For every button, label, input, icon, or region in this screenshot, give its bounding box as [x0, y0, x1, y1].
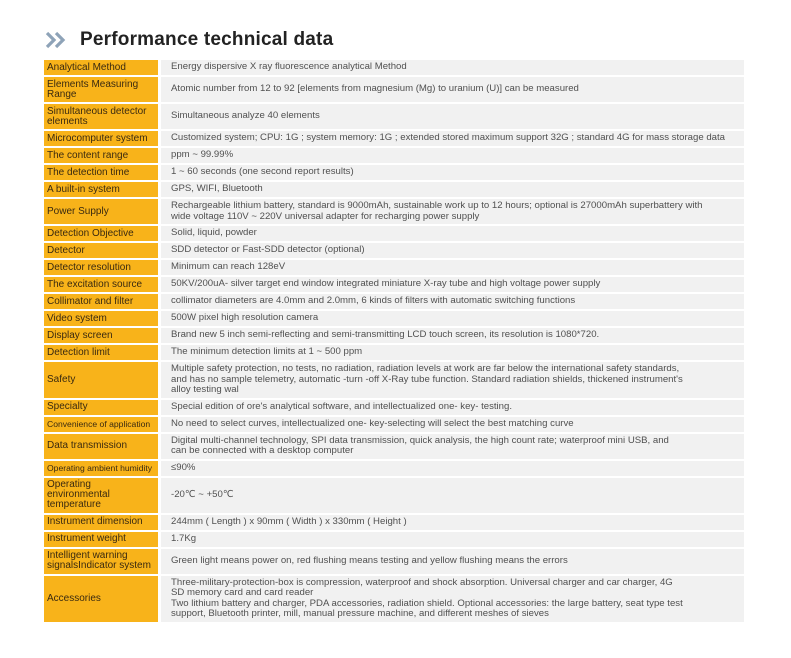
spec-label: Accessories — [44, 576, 158, 622]
spec-value-line: 244mm ( Length ) x 90mm ( Width ) x 330mm ( Height ) — [171, 515, 407, 527]
spec-row — [44, 60, 744, 75]
spec-label: Video system — [44, 311, 158, 326]
spec-value-line: Rechargeable lithium battery, standard is 9000mAh, sustainable work up to 12 hours; optional is 27000mAh superbattery with — [171, 200, 703, 211]
spec-value-line: Digital multi-channel technology, SPI data transmission, quick analysis, the high count rate; waterproof mini USB, and — [171, 434, 669, 446]
spec-value-line: 1 ~ 60 seconds (one second report results) — [171, 166, 354, 178]
spec-label: Detector — [44, 243, 158, 258]
spec-row — [44, 199, 744, 224]
spec-value-line: ≤90% — [171, 461, 196, 473]
spec-value — [161, 478, 744, 513]
spec-row — [44, 243, 744, 258]
spec-row — [44, 515, 744, 530]
spec-value — [161, 434, 744, 459]
spec-value-line: Brand new 5 inch semi-reflecting and semi-transmitting LCD touch screen, its resolution is 1080*720. — [171, 329, 600, 341]
spec-value-line: GPS, WIFI, Bluetooth — [171, 183, 263, 195]
spec-value-line: Special edition of ore's analytical software, and intellectualized one- key- testing. — [171, 400, 512, 412]
spec-value-line: Energy dispersive X ray fluorescence analytical Method — [171, 61, 407, 73]
spec-value — [161, 277, 744, 292]
spec-value — [161, 226, 744, 241]
spec-row — [44, 165, 744, 180]
spec-value-line: Customized system; CPU: 1G ; system memory: 1G ; extended stored maximum support 32G ; standard 4G for mass storage data — [171, 132, 725, 144]
spec-value-line: No need to select curves, intellectualized one- key-selecting will select the best matching curve — [171, 417, 574, 429]
spec-label: Data transmission — [44, 434, 158, 459]
spec-value-line: support, Bluetooth printer, mill, manual pressure machine, and different meshes of sieves — [171, 608, 549, 619]
spec-label: Safety — [44, 362, 158, 398]
spec-label: Detection Objective — [44, 226, 158, 241]
spec-value-line: ppm ~ 99.99% — [171, 149, 234, 161]
spec-label: The detection time — [44, 165, 158, 180]
page-title: Performance technical data — [80, 29, 334, 50]
spec-value-line: SDD detector or Fast-SDD detector (optional) — [171, 244, 365, 256]
spec-value-line: Minimum can reach 128eV — [171, 261, 286, 273]
spec-value — [161, 311, 744, 326]
spec-label: Instrument dimension — [44, 515, 158, 530]
spec-row — [44, 226, 744, 241]
spec-value-line: The minimum detection limits at 1 ~ 500 ppm — [171, 346, 363, 358]
spec-label: Display screen — [44, 328, 158, 343]
spec-value-line: Three-military-protection-box is compression, waterproof and shock absorption. Universal charger and car charger, 4G — [171, 576, 673, 588]
spec-label: Detector resolution — [44, 260, 158, 275]
spec-value-line: 1.7Kg — [171, 532, 197, 544]
spec-label: Collimator and filter — [44, 294, 158, 309]
spec-label: Detection limit — [44, 345, 158, 360]
page-header — [44, 26, 333, 54]
spec-label: Simultaneous detector elements — [44, 104, 158, 129]
spec-row — [44, 131, 744, 146]
spec-value — [161, 345, 744, 360]
spec-row — [44, 77, 744, 102]
spec-value — [161, 362, 744, 398]
spec-label: Analytical Method — [44, 60, 158, 75]
spec-row — [44, 277, 744, 292]
spec-value-line: Solid, liquid, powder — [171, 227, 257, 239]
spec-value — [161, 294, 744, 309]
spec-label: Operating ambient humidity — [44, 461, 158, 476]
spec-row — [44, 182, 744, 197]
spec-row — [44, 362, 744, 398]
spec-value — [161, 131, 744, 146]
spec-value-line: can be connected with a desktop computer — [171, 445, 354, 456]
spec-value-line: Simultaneous analyze 40 elements — [171, 110, 320, 122]
spec-row — [44, 576, 744, 622]
spec-row — [44, 478, 744, 513]
spec-value-line: and has no sample telemetry, automatic -turn -off X-Ray tube function. Standard radiation shields, thickened instrument's — [171, 373, 683, 385]
spec-value-line: Green light means power on, red flushing means testing and yellow flushing means the errors — [171, 554, 568, 566]
spec-row — [44, 532, 744, 547]
spec-label: Instrument weight — [44, 532, 158, 547]
spec-label: A built-in system — [44, 182, 158, 197]
spec-value-line: wide voltage 110V ~ 220V universal adapter for recharging power supply — [171, 210, 480, 222]
spec-value — [161, 515, 744, 530]
spec-value-line: SD memory card and card reader — [171, 587, 314, 598]
spec-row — [44, 148, 744, 163]
spec-value — [161, 328, 744, 343]
spec-value-line: Multiple safety protection, no tests, no radiation, radiation levels at work are far below the international safety standards, — [171, 363, 680, 374]
spec-row — [44, 345, 744, 360]
spec-value-line: Atomic number from 12 to 92 [elements from magnesium (Mg) to uranium (U)] can be measured — [171, 83, 579, 95]
spec-label: Elements Measuring Range — [44, 77, 158, 102]
spec-row — [44, 294, 744, 309]
spec-value-line: Two lithium battery and charger, PDA accessories, radiation shield. Optional accessories: the large battery, seat type test — [171, 597, 683, 609]
spec-row — [44, 549, 744, 574]
spec-label: Intelligent warning signalsIndicator system — [44, 549, 158, 574]
spec-value — [161, 243, 744, 258]
spec-value — [161, 165, 744, 180]
spec-row — [44, 328, 744, 343]
spec-label: Operating environmental temperature — [44, 478, 158, 513]
spec-label: Power Supply — [44, 199, 158, 224]
spec-label: The excitation source — [44, 277, 158, 292]
spec-table — [44, 60, 744, 622]
spec-value-line: 50KV/200uA- silver target end window integrated miniature X-ray tube and high voltage power supply — [171, 278, 601, 290]
spec-value — [161, 576, 744, 622]
spec-value-line: alloy testing wal — [171, 384, 239, 395]
spec-value — [161, 77, 744, 102]
spec-value — [161, 260, 744, 275]
spec-value-line: -20℃ ~ +50℃ — [171, 488, 234, 500]
double-chevron-right-icon — [44, 30, 70, 50]
spec-value — [161, 532, 744, 547]
spec-value-line: 500W pixel high resolution camera — [171, 312, 319, 324]
spec-value — [161, 182, 744, 197]
spec-row — [44, 260, 744, 275]
spec-value — [161, 104, 744, 129]
spec-value — [161, 549, 744, 574]
spec-value — [161, 417, 744, 432]
spec-row — [44, 104, 744, 129]
spec-value — [161, 461, 744, 476]
spec-value — [161, 148, 744, 163]
spec-value — [161, 60, 744, 75]
spec-row — [44, 461, 744, 476]
spec-value — [161, 400, 744, 415]
spec-row — [44, 434, 744, 459]
spec-label: Specialty — [44, 400, 158, 415]
spec-row — [44, 400, 744, 415]
spec-row — [44, 311, 744, 326]
spec-row — [44, 417, 744, 432]
spec-value-line: collimator diameters are 4.0mm and 2.0mm, 6 kinds of filters with automatic switching functions — [171, 295, 576, 307]
spec-label: Convenience of application — [44, 417, 158, 432]
spec-label: Microcomputer system — [44, 131, 158, 146]
spec-label: The content range — [44, 148, 158, 163]
spec-value — [161, 199, 744, 224]
